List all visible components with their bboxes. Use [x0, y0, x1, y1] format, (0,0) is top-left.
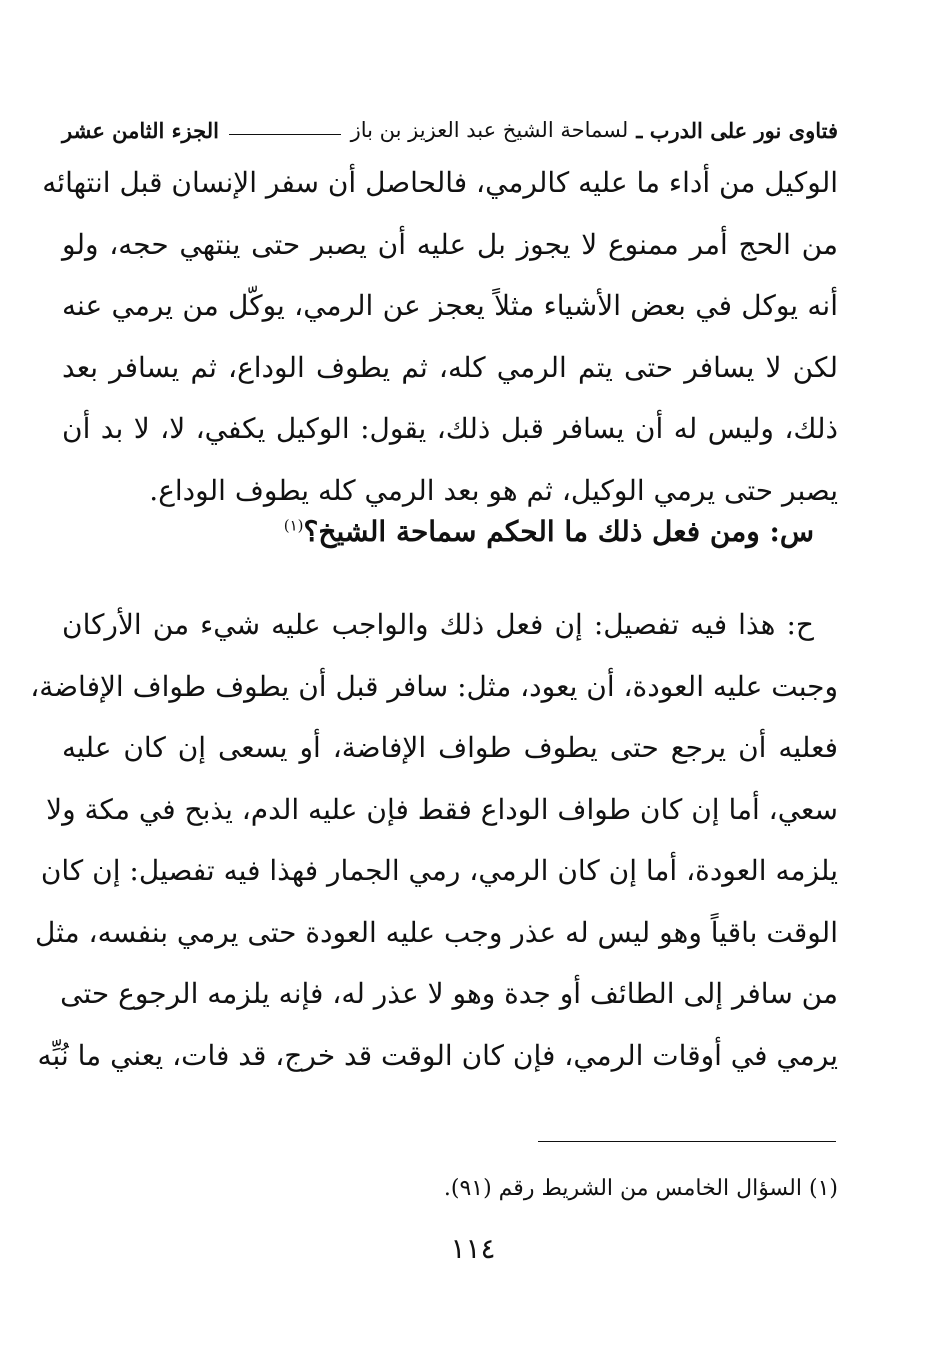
- author-name: لسماحة الشيخ عبد العزيز بن باز: [350, 118, 629, 142]
- text-line: من الحج أمر ممنوع لا يجوز بل عليه أن يصبر حتى ينتهي حجه، ولو: [62, 227, 838, 261]
- footnote-marker: (١): [283, 516, 304, 535]
- header-rule: [229, 134, 341, 135]
- text-line: الوكيل من أداء ما عليه كالرمي، فالحاصل أن سفر الإنسان قبل انتهائه: [42, 166, 838, 199]
- text-line: ذلك، وليس له أن يسافر قبل ذلك، يقول: الوكيل يكفي، لا، لا بد أن: [62, 412, 838, 445]
- footnote-separator: [538, 1141, 836, 1142]
- volume-label: الجزء الثامن عشر: [62, 117, 219, 143]
- text-line: فعليه أن يرجع حتى يطوف طواف الإفاضة، أو يسعى إن كان عليه: [62, 731, 838, 764]
- text-line: وجبت عليه العودة، أن يعود، مثل: سافر قبل أن يطوف طواف الإفاضة،: [30, 669, 838, 703]
- text-line: يصبر حتى يرمي الوكيل، ثم هو بعد الرمي كله يطوف الوداع.: [149, 473, 838, 507]
- text-line: أنه يوكل في بعض الأشياء مثلاً يعجز عن الرمي، يوكّل من يرمي عنه: [62, 289, 838, 322]
- text-line: يلزمه العودة، أما إن كان الرمي، رمي الجمار فهذا فيه تفصيل: إن كان: [40, 854, 838, 887]
- question-heading: [62, 515, 814, 548]
- page-number: ١١٤: [450, 1232, 496, 1265]
- question-text: س: ومن فعل ذلك ما الحكم سماحة الشيخ؟: [303, 515, 814, 548]
- text-line: من سافر إلى الطائف أو جدة وهو لا عذر له، فإنه يلزمه الرجوع حتى: [60, 977, 838, 1010]
- paragraph-answer: [30, 594, 838, 1086]
- text-line: الوقت باقياً وهو ليس له عذر وجب عليه العودة حتى يرمي بنفسه، مثل: [35, 915, 838, 949]
- footnote: (١) السؤال الخامس من الشريط رقم (٩١).: [443, 1176, 838, 1201]
- text-line: سعي، أما إن كان طواف الوداع فقط فإن عليه الدم، يذبح في مكة ولا: [46, 792, 838, 826]
- running-header: [62, 112, 838, 148]
- text-line: ح: هذا فيه تفصيل: إن فعل ذلك والواجب عليه شيء من الأركان: [62, 608, 814, 641]
- text-line: يرمي في أوقات الرمي، فإن كان الوقت قد خرج، قد فات، يعني ما نُبِّه: [37, 1038, 838, 1072]
- paragraph-answer-continued: [42, 152, 838, 521]
- book-title: فتاوى نور على الدرب ـ: [636, 117, 838, 143]
- text-line: لكن لا يسافر حتى يتم الرمي كله، ثم يطوف الوداع، ثم يسافر بعد: [62, 350, 838, 384]
